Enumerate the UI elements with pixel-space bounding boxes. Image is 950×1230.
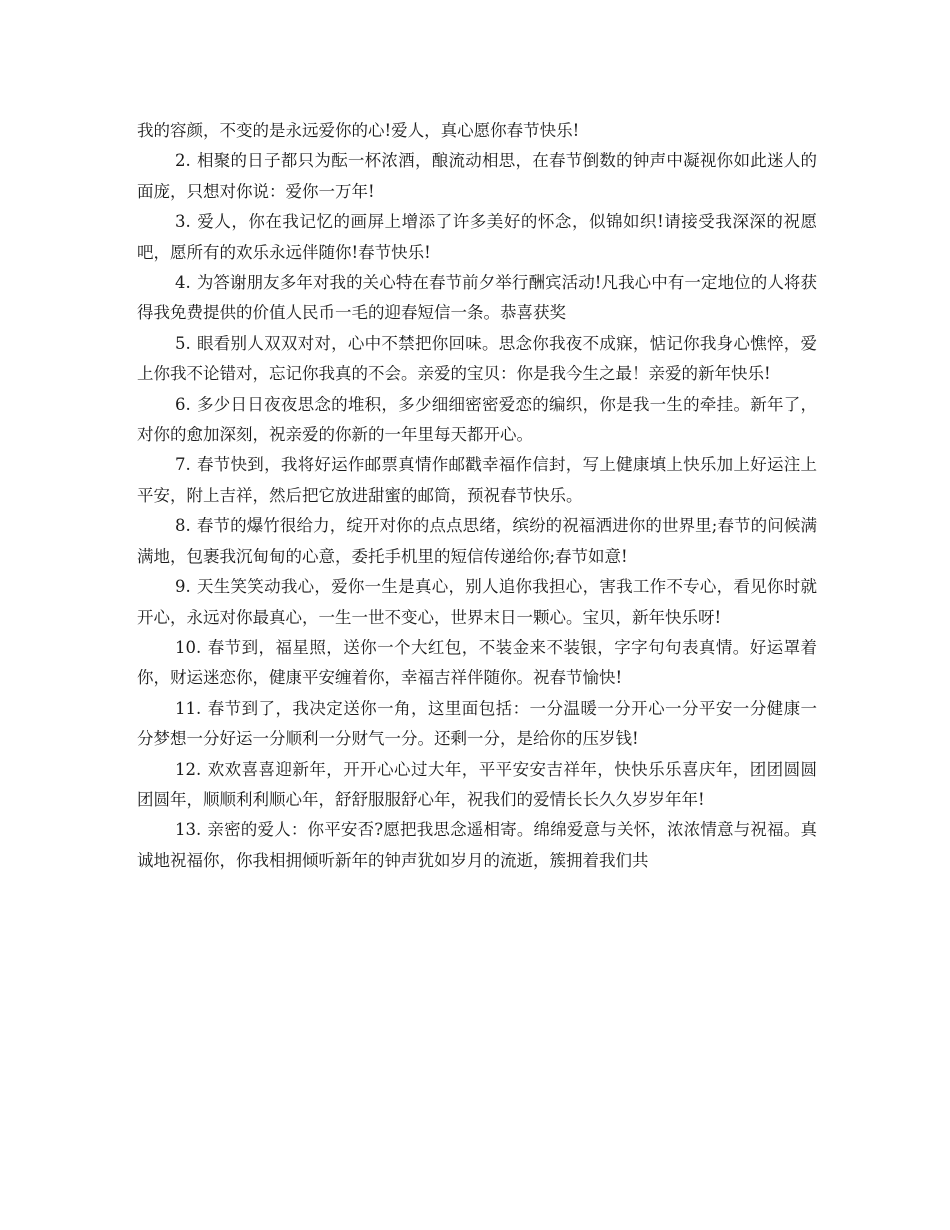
paragraph-text: 眼看别人双双对对，心中不禁把你回味。思念你我夜不成寐，惦记你我身心憔悴，爱上你我不论错对，忘记你我真的不会。亲爱的宝贝：你是我今生之最！亲爱的新年快乐! — [137, 333, 817, 384]
paragraph-text: 为答谢朋友多年对我的关心特在春节前夕举行酬宾活动!凡我心中有一定地位的人将获得我免费提供的价值人民币一毛的迎春短信一条。恭喜获奖 — [137, 273, 817, 323]
paragraph-13 — [137, 815, 817, 876]
paragraph-number: 11. — [175, 698, 202, 718]
paragraph-text: 多少日日夜夜思念的堆积，多少细细密密爱恋的编织，你是我一生的牵挂。新年了，对你的愈加深刻，祝亲爱的你新的一年里每天都开心。 — [137, 394, 817, 445]
paragraph-12 — [137, 755, 817, 816]
paragraph-10 — [137, 633, 817, 694]
paragraph-7 — [137, 450, 817, 511]
paragraph-6 — [137, 390, 817, 451]
paragraph-11 — [137, 694, 817, 755]
paragraph-number: 3. — [175, 212, 191, 232]
paragraph-number: 10. — [175, 637, 202, 657]
paragraph-4 — [137, 268, 817, 329]
paragraph-3 — [137, 207, 817, 268]
paragraph-text: 我的容颜，不变的是永远爱你的心!爱人，真心愿你春节快乐! — [137, 121, 580, 140]
paragraph-number: 13. — [175, 820, 202, 840]
paragraph-number: 6. — [175, 394, 191, 414]
document-body — [137, 116, 817, 876]
paragraph-text: 爱人，你在我记忆的画屏上增添了许多美好的怀念，似锦如织!请接受我深深的祝愿吧，愿所有的欢乐永远伴随你!春节快乐! — [137, 212, 817, 262]
paragraph-1 — [137, 116, 817, 146]
paragraph-text: 相聚的日子都只为酝一杯浓酒，酿流动相思，在春节倒数的钟声中凝视你如此迷人的面庞，只想对你说：爱你一万年! — [137, 151, 817, 201]
paragraph-text: 欢欢喜喜迎新年，开开心心过大年，平平安安吉祥年，快快乐乐喜庆年，团团圆圆团圆年，顺顺利利顺心年，舒舒服服舒心年，祝我们的爱情长长久久岁岁年年! — [137, 759, 817, 809]
paragraph-8 — [137, 511, 817, 572]
paragraph-text: 春节快到，我将好运作邮票真情作邮戳幸福作信封，写上健康填上快乐加上好运注上平安，附上吉祥，然后把它放进甜蜜的邮筒，预祝春节快乐。 — [137, 455, 817, 505]
paragraph-number: 7. — [175, 455, 191, 475]
paragraph-text: 天生笑笑动我心，爱你一生是真心，别人追你我担心，害我工作不专心，看见你时就开心，永远对你最真心，一生一世不变心，世界末日一颗心。宝贝，新年快乐呀! — [137, 577, 817, 627]
paragraph-number: 9. — [175, 577, 191, 597]
paragraph-number: 8. — [175, 516, 191, 536]
paragraph-number: 2. — [175, 151, 191, 171]
paragraph-5 — [137, 329, 817, 390]
paragraph-number: 5. — [175, 333, 191, 353]
paragraph-text: 春节的爆竹很给力，绽开对你的点点思绪，缤纷的祝福洒进你的世界里;春节的问候满满地，包裹我沉甸甸的心意，委托手机里的短信传递给你;春节如意! — [137, 516, 817, 566]
paragraph-number: 4. — [175, 273, 191, 293]
paragraph-2 — [137, 146, 817, 207]
paragraph-text: 春节到了，我决定送你一角，这里面包括：一分温暖一分开心一分平安一分健康一分梦想一分好运一分顺利一分财气一分。还剩一分，是给你的压岁钱! — [137, 698, 817, 749]
paragraph-9 — [137, 572, 817, 633]
paragraph-number: 12. — [175, 759, 202, 779]
paragraph-text: 亲密的爱人：你平安否?愿把我思念遥相寄。绵绵爱意与关怀，浓浓情意与祝福。真诚地祝福你，你我相拥倾听新年的钟声犹如岁月的流逝，簇拥着我们共 — [137, 820, 817, 870]
paragraph-text: 春节到，福星照，送你一个大红包，不装金来不装银，字字句句表真情。好运罩着你，财运迷恋你，健康平安缠着你，幸福吉祥伴随你。祝春节愉快! — [137, 637, 817, 688]
